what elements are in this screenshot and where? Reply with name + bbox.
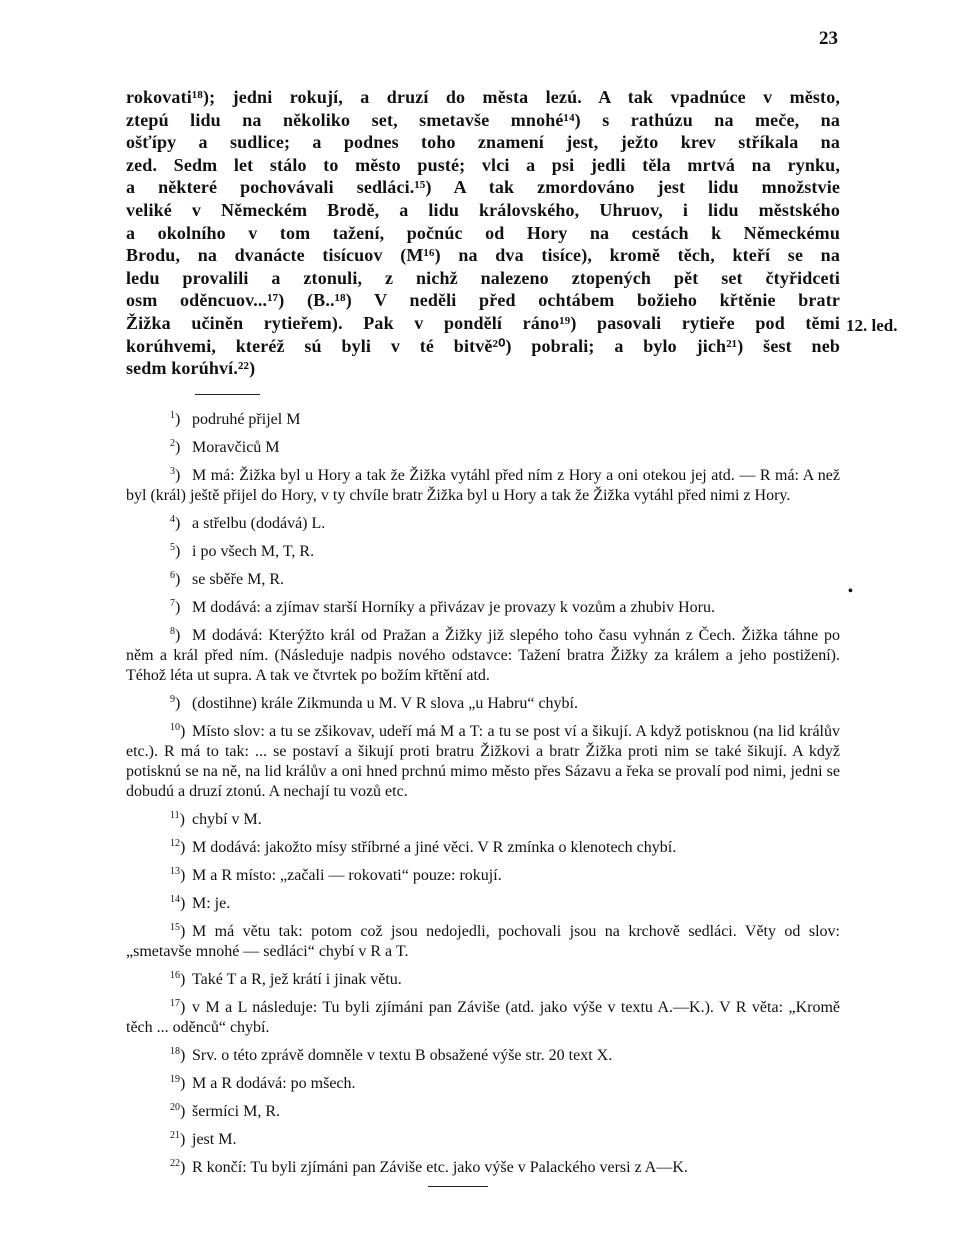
footnote-number: $^{10}$ ) [170,718,192,742]
footnote-number: $^{11}$ ) [170,806,192,830]
footnote-number: $^8$ ) [170,622,192,646]
footnote-number: $^9$ ) [170,690,192,714]
footnote [126,862,840,886]
footnote [126,462,840,506]
footnote-text: Moravčiců M [192,439,280,456]
footnote [126,1070,840,1094]
footnote [126,966,840,990]
footnote [126,538,840,562]
footnote-number: $^{12}$ ) [170,834,192,858]
footnote-text: i po všech M, T, R. [192,543,315,560]
footnote-text: chybí v M. [192,811,262,828]
footnote [126,918,840,962]
margin-bullet: • [848,584,853,599]
footnote-text: M má větu tak: potom což jsou nedojedli, pochovali jsou na krchově sedláci. Věty od slov: „smetavše mnohé — sedláci“ chybí v R a T. [126,923,840,960]
main-text-line: ztepú lidu na několiko set, smetavše mnohé¹⁴) s rathúzu na meče, na [126,109,840,130]
footnote [126,406,840,430]
footnote [126,566,840,590]
footnote [126,718,840,802]
footnote-number: $^{17}$ ) [170,994,192,1018]
footnote [126,806,840,830]
footnote-text: a střelbu (dodává) L. [192,515,326,532]
footnote-text: M: je. [192,895,231,912]
footnote [126,1042,840,1066]
footnote-number: $^{14}$ ) [170,890,192,914]
footnote-text: podruhé přijel M [192,411,301,428]
footnote-number: $^5$ ) [170,538,192,562]
footnote [126,510,840,534]
footnote-number: $^2$ ) [170,434,192,458]
footnote-text: (dostihne) krále Zikmunda u M. V R slova „u Habru“ chybí. [192,695,578,712]
main-text [126,86,840,380]
main-text-line: Brodu, na dvanácte tisícuov (M¹⁶) na dva tisíce), kromě těch, kteří se na [126,245,840,266]
footnote-text: M má: Žižka byl u Hory a tak že Žižka vytáhl před ním z Hory a oni otekou jej atd. — R má: A než byl (král) ještě přijel do Hory, v ty chvíle bratr Žižka byl u Hory a tak že Žižka vytáhl před nimi z Hory. [126,467,840,504]
footnotes [126,406,840,1182]
main-text-line: korúhvemi, kteréž sú byli v té bitvě²⁰) pobrali; a bylo jich²¹) šest neb [126,335,840,356]
footnote-text: v M a L následuje: Tu byli zjímáni pan Záviše (atd. jako výše v textu A.—K.). V R věta: „Kromě těch ... oděnců“ chybí. [126,999,840,1036]
footnote-number: $^1$ ) [170,406,192,430]
footnote-text: M dodává: a zjímav starší Horníky a přivázav je provazy k vozům a zhubiv Horu. [192,599,715,616]
footnote-text: Srv. o této zprávě domněle v textu B obsažené výše str. 20 text X. [192,1047,613,1064]
footnote-number: $^{15}$ ) [170,918,192,942]
footnote [126,594,840,618]
page-end-rule [428,1186,488,1187]
footnote-number: $^7$ ) [170,594,192,618]
footnote-number: $^{20}$ ) [170,1098,192,1122]
main-text-line: a okolního v tom tažení, počnúc od Hory na cestách k Německému [126,222,840,243]
main-text-line: a některé pochovávali sedláci.¹⁵) A tak zmordováno jest lidu množstvie [126,177,840,198]
footnote-text: šermíci M, R. [192,1103,280,1120]
footnote-text: Také T a R, jež krátí i jinak větu. [192,971,402,988]
footnote-text: M a R místo: „začali — rokovati“ pouze: rokují. [192,867,502,884]
main-text-line: ošťípy a sudlice; a podnes toho znamení jest, ježto krev stříkala na [126,132,840,153]
main-text-line: ledu provalili a ztonuli, z nichž nalezeno ztopených pět set čtyřidceti [126,267,840,288]
footnote-text: M a R dodává: po mšech. [192,1075,356,1092]
footnote-number: $^{16}$ ) [170,966,192,990]
footnote-separator [195,394,260,395]
footnote [126,1126,840,1150]
footnote-number: $^{13}$ ) [170,862,192,886]
footnote-number: $^6$ ) [170,566,192,590]
main-text-line: sedm korúhví.²²) [126,358,256,379]
footnote-number: $^3$ ) [170,462,192,486]
footnote-number: $^{19}$ ) [170,1070,192,1094]
footnote-text: M dodává: Kterýžto král od Pražan a Žižky již slepého toho času vyhnán z Čech. Žižka táhne po něm a král před ním. (Následuje nadpis nového odstavce: Tažení bratra Žižky za králem a jeho postižení). Téhož léta ut supra. A tak ve čtvrtek po božím křtění atd. [126,627,840,684]
footnote [126,622,840,686]
footnote [126,1098,840,1122]
footnote-text: R končí: Tu byli zjímáni pan Záviše etc. jako výše v Palackého versi z A—K. [192,1159,688,1176]
main-text-line: zed. Sedm let stálo to město pusté; vlci a psi jedli těla mrtvá na rynku, [126,154,840,175]
footnote [126,690,840,714]
footnote [126,890,840,914]
footnote [126,1154,840,1178]
footnote-number: $^{21}$ ) [170,1126,192,1150]
footnote-text: M dodává: jakožto mísy stříbrné a jiné věci. V R zmínka o klenotech chybí. [192,839,677,856]
footnote [126,994,840,1038]
margin-date-note: 12. led. [846,316,898,335]
footnote [126,834,840,858]
main-text-line: rokovati¹⁸); jedni rokují, a druzí do města lezú. A tak vpadnúce v město, [126,87,840,107]
footnote-text: jest M. [192,1131,237,1148]
footnote-text: Místo slov: a tu se zšikovav, udeří má M a T: a tu se post ví a šikují. A když potisknou (na lid králův etc.). R má to tak: ... se postaví a šikují proti bratru Žižkovi a bratr Žižka proti nim se také šikují. A když potisknú se na ně, na lid králův a oni hned prchnú mimo město přes Sázavu a řeka se provalí pod nimi, jedni se dobudú a druzí ztonú. A nechají tu vozů etc. [126,723,840,800]
main-text-line: Žižka učiněn rytieřem). Pak v pondělí ráno¹⁹) pasovali rytieře pod těmi [126,312,840,333]
footnote [126,434,840,458]
main-text-line: osm oděncuov...¹⁷) (B..¹⁸) V neděli před ochtábem božieho křtěnie bratr [126,290,840,311]
footnote-number: $^{22}$ ) [170,1154,192,1178]
page-number: 23 [819,28,838,49]
footnote-number: $^{18}$ ) [170,1042,192,1066]
footnote-text: se sběře M, R. [192,571,284,588]
footnote-number: $^4$ ) [170,510,192,534]
main-text-line: veliké v Německém Brodě, a lidu královského, Uhruov, i lidu městského [126,199,840,220]
